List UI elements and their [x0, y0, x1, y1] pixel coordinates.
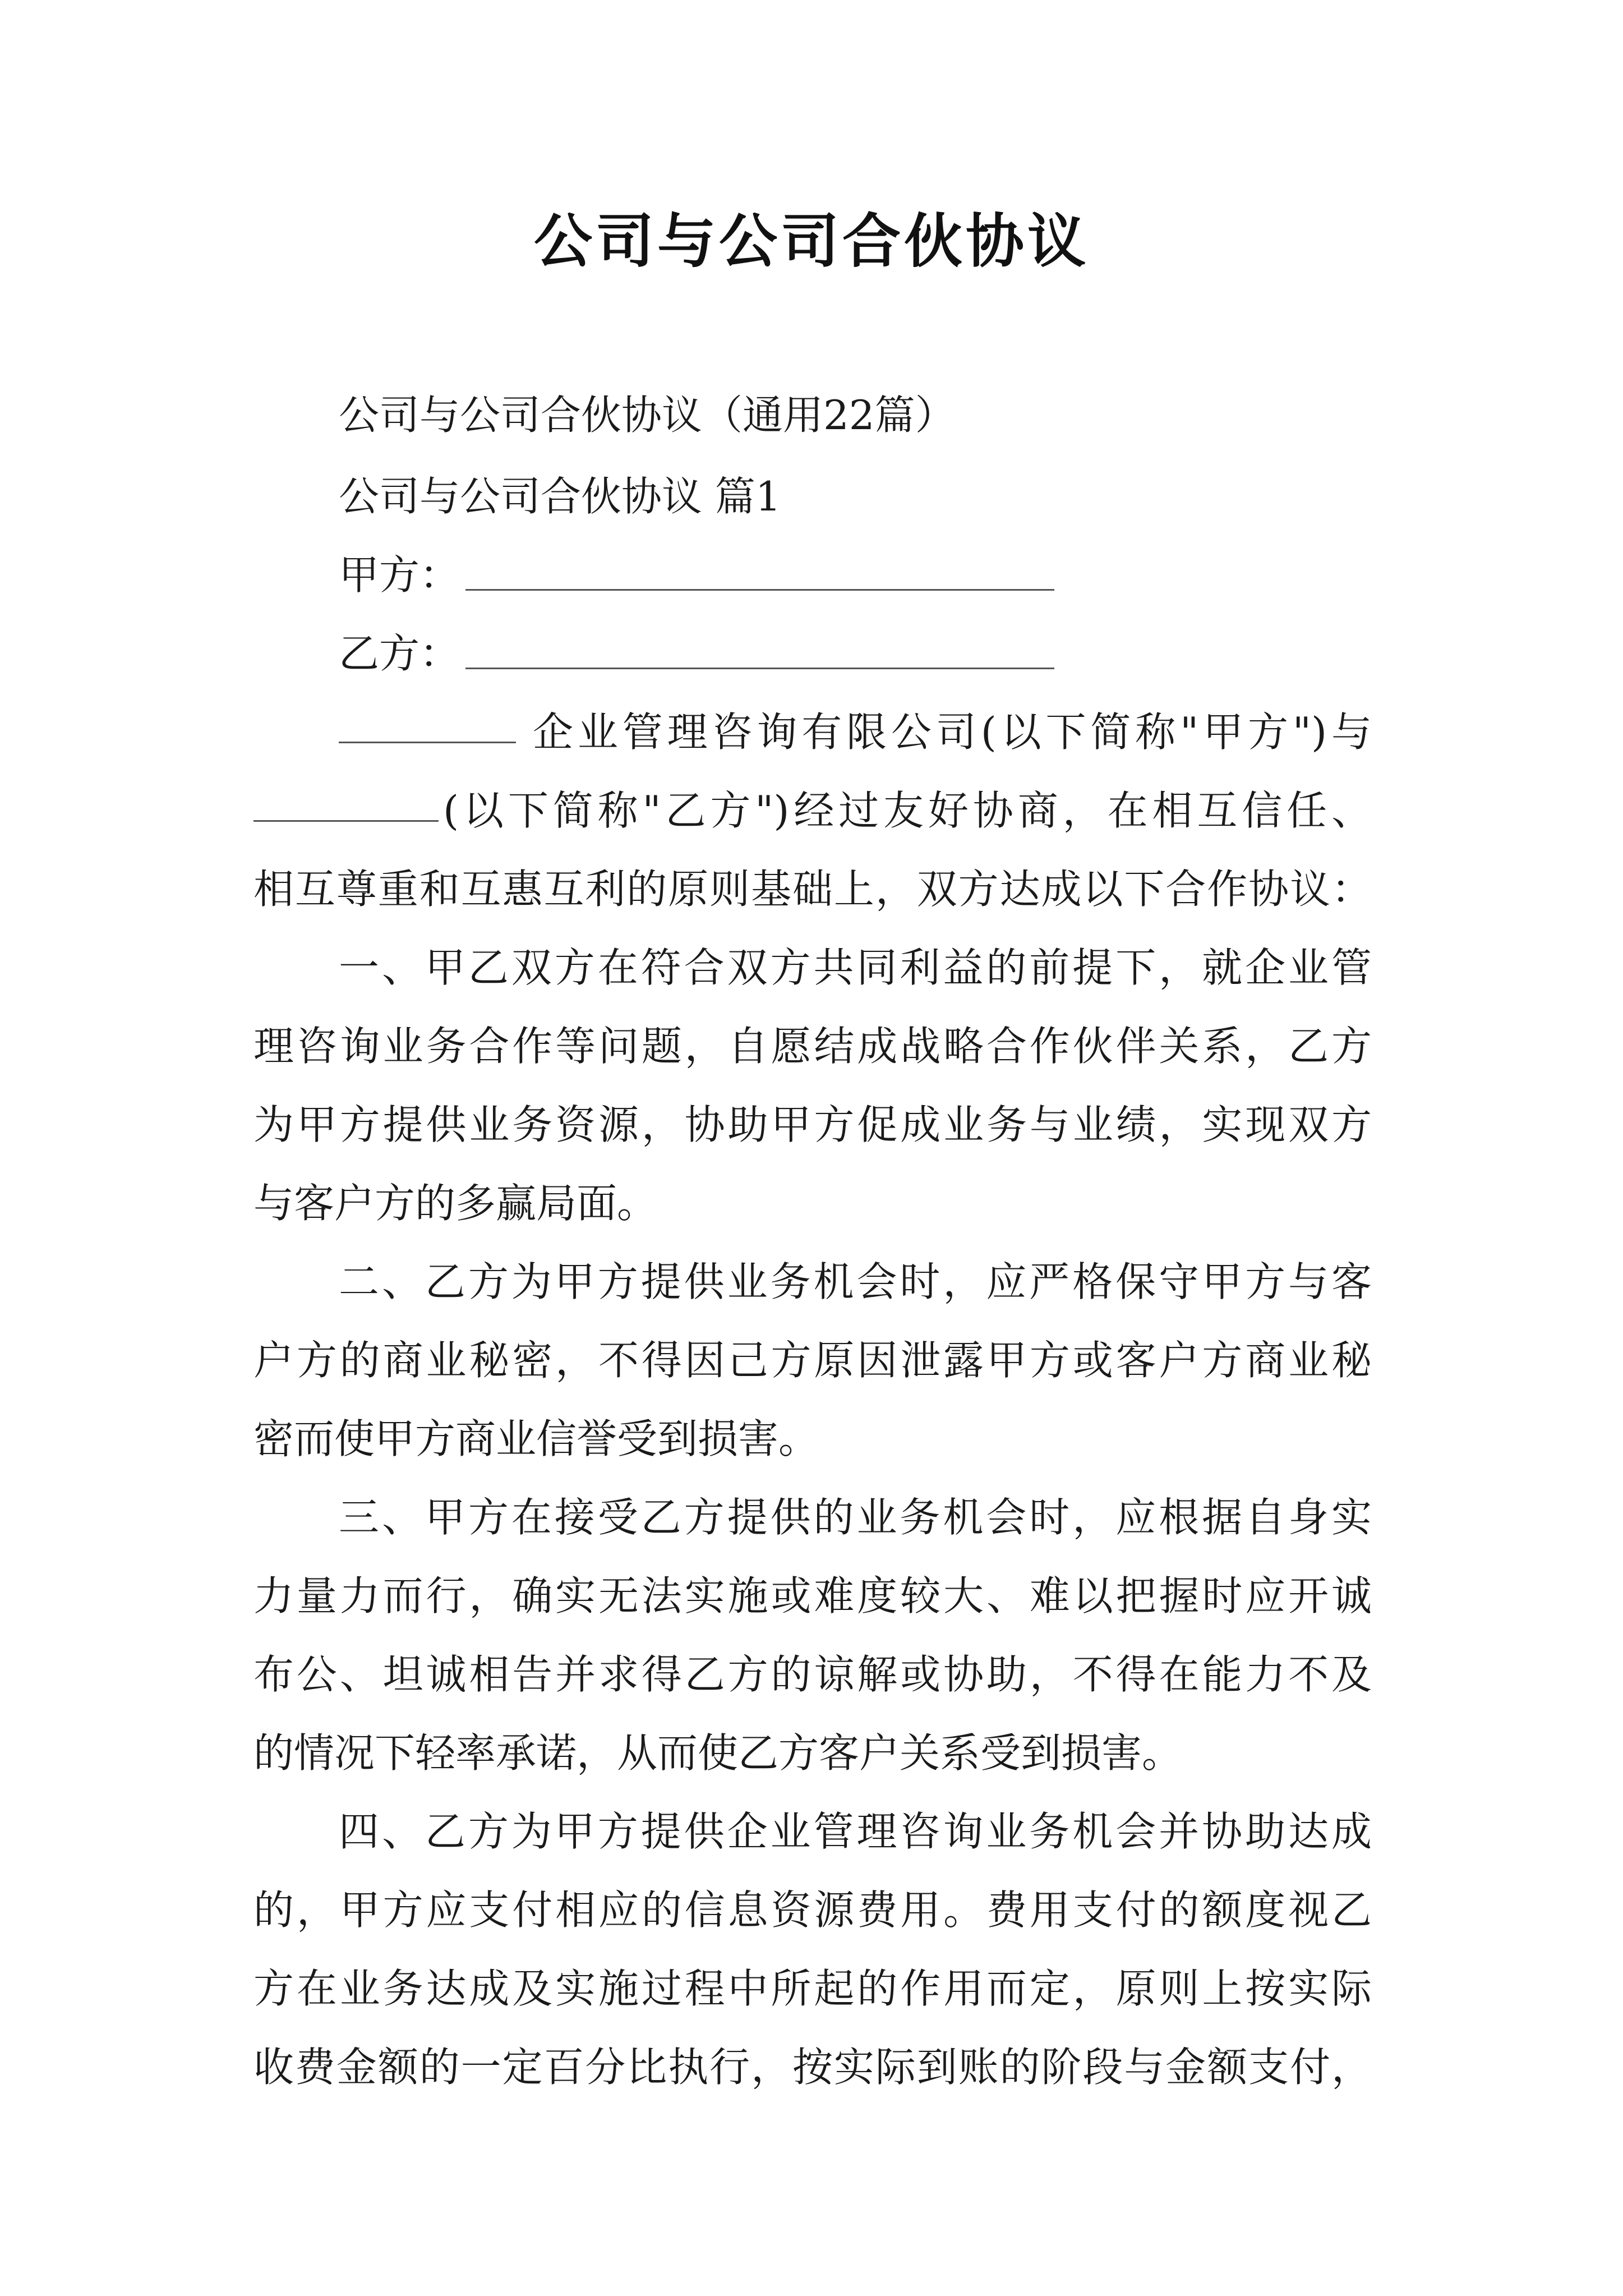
intro-line-1: 企业管理咨询有限公司(以下简称"甲方")与 [533, 708, 1372, 756]
clause-1-line-2: 理咨询业务合作等问题，自愿结成战略合作伙伴关系，乙方 [253, 1023, 1372, 1070]
party-a-label: 甲方： [339, 551, 460, 599]
company-name-blank [339, 742, 516, 743]
clause-2-line-3: 密而使甲方商业信誉受到损害。 [253, 1415, 819, 1462]
clause-2-line-2: 户方的商业秘密，不得因己方原因泄露甲方或客户方商业秘 [253, 1337, 1372, 1384]
intro-line-2: (以下简称"乙方")经过友好协商，在相互信任、 [443, 787, 1372, 834]
clause-1-line-3: 为甲方提供业务资源，协助甲方促成业务与业绩，实现双方 [253, 1101, 1372, 1148]
clause-1-line-4: 与客户方的多赢局面。 [253, 1180, 658, 1227]
party-b-blank [465, 668, 1054, 669]
document-title: 公司与公司合伙协议 [533, 207, 1089, 275]
clause-1-line-1: 一、甲乙双方在符合双方共同利益的前提下，就企业管 [339, 944, 1372, 991]
clause-4-line-3: 方在业务达成及实施过程中所起的作用而定，原则上按实际 [253, 1965, 1372, 2012]
clause-3-line-4: 的情况下轻率承诺，从而使乙方客户关系受到损害。 [253, 1729, 1183, 1777]
party-a-blank [465, 589, 1054, 591]
clause-4-line-1: 四、乙方为甲方提供企业管理咨询业务机会并协助达成 [339, 1808, 1372, 1855]
party-b-name-blank [253, 820, 439, 822]
party-b-label: 乙方： [339, 630, 460, 677]
intro-line-3: 相互尊重和互惠互利的原则基础上，双方达成以下合作协议： [253, 866, 1372, 913]
clause-2-line-1: 二、乙方为甲方提供业务机会时，应严格保守甲方与客 [339, 1258, 1372, 1305]
clause-4-line-4: 收费金额的一定百分比执行，按实际到账的阶段与金额支付， [253, 2044, 1372, 2091]
document-subtitle: 公司与公司合伙协议（通用22篇） [339, 392, 956, 439]
clause-3-line-3: 布公、坦诚相告并求得乙方的谅解或协助，不得在能力不及 [253, 1651, 1372, 1698]
clause-3-line-1: 三、甲方在接受乙方提供的业务机会时，应根据自身实 [339, 1494, 1372, 1541]
section-heading: 公司与公司合伙协议 篇1 [339, 473, 781, 520]
clause-3-line-2: 力量力而行，确实无法实施或难度较大、难以把握时应开诚 [253, 1572, 1372, 1619]
clause-4-line-2: 的，甲方应支付相应的信息资源费用。费用支付的额度视乙 [253, 1887, 1372, 1934]
